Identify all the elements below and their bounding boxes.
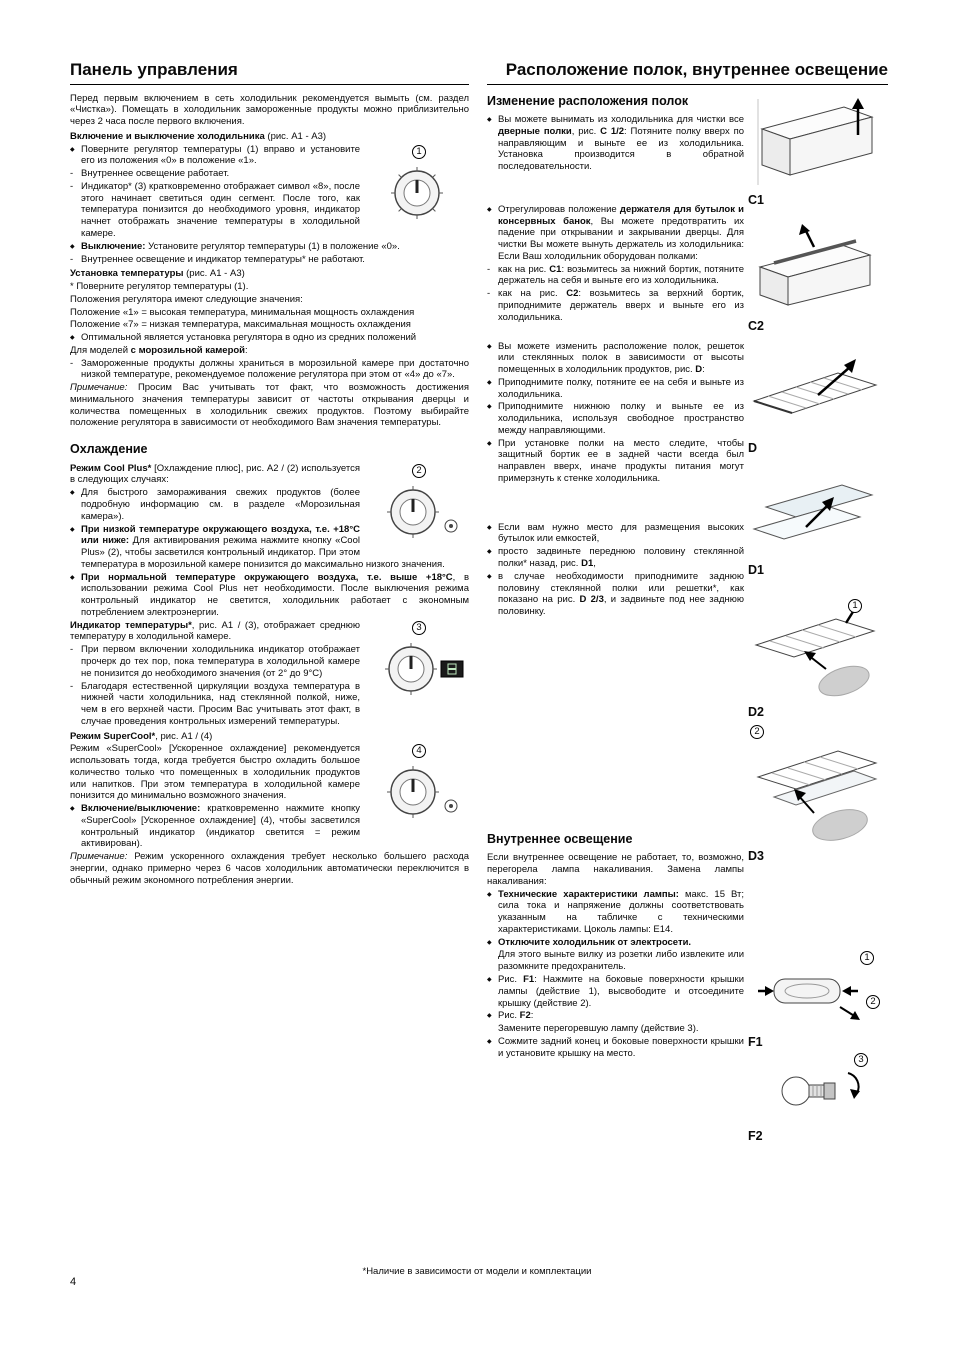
paragraph: * Поверните регулятор температуры (1). [70, 281, 249, 293]
list-item: - как на рис. С2: возьмитесь за верхний бортик, приподнимите держатель вверх и выньте его из холодильника. [487, 288, 745, 323]
figure-c2 [748, 221, 888, 333]
paragraph: Примечание: Режим ускоренного охлаждения требует несколько большего расхода энергии, однако примерно через 6 часов холодильник автоматически переключится в обычный режим экономного потребления энергии. [70, 851, 469, 886]
section-heading: Изменение расположения полок [487, 93, 689, 108]
left-title-rule [70, 84, 469, 85]
list-item: ◆ Вы можете вынимать из холодильника для чистки все дверные полки, рис. С 1/2: Потяните полку вверх по направляющим и выньте ее из холодильника. Установка производится в обратной последовательности. [487, 114, 744, 173]
bullet-marker: ◆ [487, 1013, 492, 1020]
section-heading: Охлаждение [70, 442, 148, 457]
paragraph: Положение «1» = высокая температура, минимальная мощность охлаждения [70, 306, 415, 318]
paragraph: Примечание: Просим Вас учитывать тот факт, что возможность достижения минимального значения температуры зависит от частоты открывания дверцы и количества помещенных в холодильник свежих продуктов. Поэтому выбирайте положение регулятора в зависимости от необходимого Вам значения температуры. [70, 382, 469, 429]
callout-1-icon: 1 [848, 599, 862, 613]
bullet-marker: ◆ [487, 440, 492, 447]
figure-label-d1: D1 [748, 562, 764, 577]
bullet-marker: ◆ [487, 117, 492, 124]
bullet-marker: - [70, 168, 74, 180]
figure-d1 [748, 471, 888, 577]
list-item: ◆ При нормальной температуре окружающего воздуха, т.е. выше +18°С, в использовании режима Cool Plus нет необходимости. После выключения режима контрольный индикатор не светится, холодильник работает с экономным потреблением электроэнергии. [70, 571, 469, 618]
bullet-marker: - [70, 357, 74, 369]
bullet-marker: ◆ [487, 939, 492, 946]
list-item: ◆ При низкой температуре окружающего воздуха, т.е. +18°С или ниже: Для активирования режима нажмите кнопку «Cool Plus» (2), чтобы засветился контрольный индикатор. При этом температура в морозильной камере понизится до максимально низкого значения. [70, 523, 445, 570]
paragraph: Индикатор температуры*, рис. А1 / (3), отображает среднюю температуру в холодильной камере. [70, 619, 360, 643]
list-item: ◆ Если вам нужно место для размещения высоких бутылок или емкостей, [487, 521, 744, 545]
footnote: *Наличие в зависимости от модели и комплектации [362, 1266, 592, 1277]
list-item: - При первом включении холодильника индикатор отображает прочерк до тех пор, пока температура в холодильной камере не понизится до необходимого значения (от 2° до 9°С) [70, 644, 360, 679]
bullet-marker: - [70, 253, 74, 265]
list-item: ◆ Отрегулировав положение держателя для бутылок и консервных банок, Вы можете предотвратить их падение при открывании и закрывании дверцы. Для чистки Вы можете вынуть держатель из холодильника: Если Ваш холодильник оборудован полками: [487, 203, 745, 262]
paragraph: Для моделей с морозильной камерой: [70, 344, 248, 356]
bullet-marker: - [70, 644, 74, 656]
right-page-title: Расположение полок, внутреннее освещение [505, 60, 888, 79]
list-item: ◆ Вы можете изменить расположение полок, решеток или стеклянных полок в зависимости от высоты помещенных в холодильник продуктов, рис. D: [487, 340, 744, 376]
page-number: 4 [70, 1276, 77, 1288]
figure-f2 [748, 1051, 888, 1143]
figure-label-f2: F2 [748, 1128, 763, 1143]
right-body [487, 93, 888, 1178]
bullet-marker: ◆ [487, 1038, 492, 1045]
sub-heading: Установка температуры (рис. А1 - А3) [70, 268, 245, 280]
paragraph: Положение «7» = низкая температура, максимальная мощность охлаждения [70, 319, 411, 331]
left-page-title: Панель управления [70, 60, 238, 79]
bullet-marker: - [70, 680, 74, 692]
list-item: ◆ При установке полки на место следите, чтобы защитный бортик ее в задней части всегда был направлен вверх, иначе продукты питания могут примерзнуть к стенке холодильника. [487, 437, 744, 484]
list-item: - Внутреннее освещение и индикатор температуры* не работают. [70, 253, 365, 265]
shelf-slide-illustration [748, 725, 888, 843]
figure-label-c1: C1 [748, 192, 764, 207]
bullet-marker: ◆ [487, 524, 492, 531]
bullet-marker: - [487, 288, 491, 300]
list-item: ◆ Сожмите задний конец и боковые поверхности крышки и установите крышку на место. [487, 1035, 744, 1059]
right-title-rule [487, 84, 888, 85]
spacer [487, 174, 744, 204]
list-item: ◆ Рис. F2: [487, 1010, 534, 1022]
list-item: ◆ Отключите холодильник от электросети. [487, 936, 692, 948]
shelf-lift-illustration [748, 599, 888, 699]
section-heading: Внутреннее освещение [487, 831, 633, 846]
list-item: ◆ Приподнимите нижнюю полку и выньте ее из холодильника, используя свободное пространство между направляющими. [487, 401, 744, 436]
callout-4-icon: 4 [412, 744, 426, 758]
bullet-marker: ◆ [70, 146, 75, 153]
list-item: ◆ Технические характеристики лампы: макс. 15 Вт; сила тока и напряжение должны соответствовать указанным на табличке с техническими характеристиками. Цоколь лампы: Е14. [487, 888, 744, 935]
bullet-marker: ◆ [487, 404, 492, 411]
bullet-marker: ◆ [70, 806, 75, 813]
bullet-marker: ◆ [487, 977, 492, 983]
sub-heading: Включение и выключение холодильника (рис. А1 - А3) [70, 130, 327, 142]
callout-3-icon: 3 [412, 621, 426, 635]
bottle-holder-illustration [748, 221, 888, 313]
figure-d [748, 349, 888, 455]
paragraph: Режим «SuperCool» [Ускоренное охлаждение] рекомендуется использовать тогда, когда требуется быстро охладить большое количество только что помещенных в холодильник продуктов или напитков. При этом температура в холодильной камере понизится до минимально возможного значения. [70, 743, 360, 802]
figure-label-d: D [748, 440, 758, 455]
list-item: - Индикатор* (3) кратковременно отображает символ «8», после этого начинает светиться один сегмент. После того, как температура понизится до необходимого уровня, индикатор начнет отображать значение температуры в холодильной камере. [70, 180, 360, 239]
list-item: - Замороженные продукты должны храниться в морозильной камере при достаточно низкой температуре, рекомендуемое положение регулятора при этом от «4» до «7». [70, 357, 469, 381]
figure-d3 [748, 725, 888, 863]
bullet-marker: ◆ [70, 490, 75, 497]
figure-label-f1: F1 [748, 1034, 763, 1049]
callout-1-icon: 1 [412, 145, 426, 159]
callout-2-icon: 2 [866, 995, 880, 1009]
list-item: ◆ в случае необходимости приподнимите заднюю половину стеклянной полки или решетки*, как показано на рис. D 2/3, и задвиньте под нее заднюю половинку. [487, 570, 744, 618]
bullet-marker: ◆ [487, 573, 492, 580]
list-item: ◆ Поверните регулятор температуры (1) вправо и установите его из положения «0» в положение «1». [70, 143, 360, 167]
paragraph: Режим Cool Plus* [Охлаждение плюс], рис. А2 / (2) используется в следующих случаях: [70, 462, 361, 486]
bullet-marker: - [70, 180, 74, 192]
bullet-marker: ◆ [487, 343, 492, 350]
bullet-marker: ◆ [487, 379, 492, 386]
figure-d2 [748, 599, 888, 719]
paragraph: Если внутреннее освещение не работает, то, возможно, перегорела лампа накаливания. Замена лампы накаливания: [487, 852, 744, 887]
figure-c1 [748, 95, 888, 207]
figure-label-d3: D3 [748, 848, 764, 863]
callout-2-icon: 2 [412, 464, 426, 478]
door-shelf-illustration [748, 95, 888, 187]
list-item: ◆ Для быстрого замораживания свежих продуктов (более подробную информацию см. в разделе «Морозильная камера»). [70, 487, 360, 522]
bullet-marker: ◆ [70, 335, 75, 342]
list-item: ◆ Выключение: Установите регулятор температуры (1) в положение «0». [70, 240, 400, 252]
bullet-marker: - [487, 263, 491, 275]
list-item: - Внутреннее освещение работает. [70, 168, 230, 180]
figure-label-d2: D2 [748, 704, 764, 719]
bullet-marker: ◆ [70, 574, 75, 581]
glass-shelf-illustration [748, 471, 888, 557]
callout-3-icon: 3 [854, 1053, 868, 1067]
figure-label-c2: C2 [748, 318, 764, 333]
paragraph: Для этого выньте вилку из розетки либо извлеките или разомкните предохранитель. [498, 949, 744, 973]
bullet-marker: ◆ [487, 206, 492, 213]
figure-rail [744, 93, 888, 1178]
left-text-flow [70, 93, 469, 887]
bullet-marker: ◆ [70, 526, 75, 533]
callout-2-icon: 2 [750, 725, 764, 739]
spacer [487, 619, 744, 819]
list-item: ◆ Включение/выключение: кратковременно нажмите кнопку «SuperCool» [Ускоренное охлаждение] (4), чтобы засветился контрольный индикатор (индикатор светится = режим активирован). [70, 803, 360, 850]
right-text-flow [487, 93, 744, 1178]
list-item: - Благодаря естественной циркуляции воздуха температура в нижней части холодильника, над стеклянной полкой, ниже, чем в его верхней части. Просим Вас учитывать этот факт, в случае проведения контрольных измерений температуры. [70, 680, 360, 727]
list-item: ◆ Оптимальной является установка регулятора в одно из средних положений [70, 332, 417, 344]
list-item: - как на рис. С1: возьмитесь за нижний бортик, потяните держатель на себя и выньте его из холодильника. [487, 263, 744, 287]
paragraph: Положения регулятора имеют следующие значения: [70, 293, 303, 305]
right-column [487, 60, 888, 1178]
list-item: ◆ Рис. F1: Нажмите на боковые поверхности крышки лампы (действие 1), высвободите и отсоедините крышку (действие 2). [487, 974, 744, 1009]
bullet-marker: ◆ [487, 549, 492, 556]
bullet-marker: ◆ [70, 243, 75, 250]
callout-1-icon: 1 [860, 951, 874, 965]
spacer [487, 486, 744, 522]
left-column [70, 60, 469, 888]
paragraph: Замените перегоревшую лампу (действие 3). [498, 1023, 699, 1035]
spacer [487, 325, 744, 341]
sub-heading: Режим SuperCool*, рис. А1 / (4) [70, 730, 213, 742]
list-item: ◆ Приподнимите полку, потяните ее на себя и выньте из холодильника. [487, 376, 744, 400]
list-item: ◆ просто задвиньте переднюю половину стеклянной полки* назад, рис. D1, [487, 546, 744, 570]
figure-f1 [748, 951, 888, 1049]
wire-shelf-illustration [748, 349, 888, 435]
bullet-marker: ◆ [487, 891, 492, 898]
paragraph: Перед первым включением в сеть холодильник рекомендуется вымыть (см. раздел «Чистка»). Помещать в холодильник замороженные продукты можно приблизительно через 2 часа после первого включения. [70, 92, 469, 128]
